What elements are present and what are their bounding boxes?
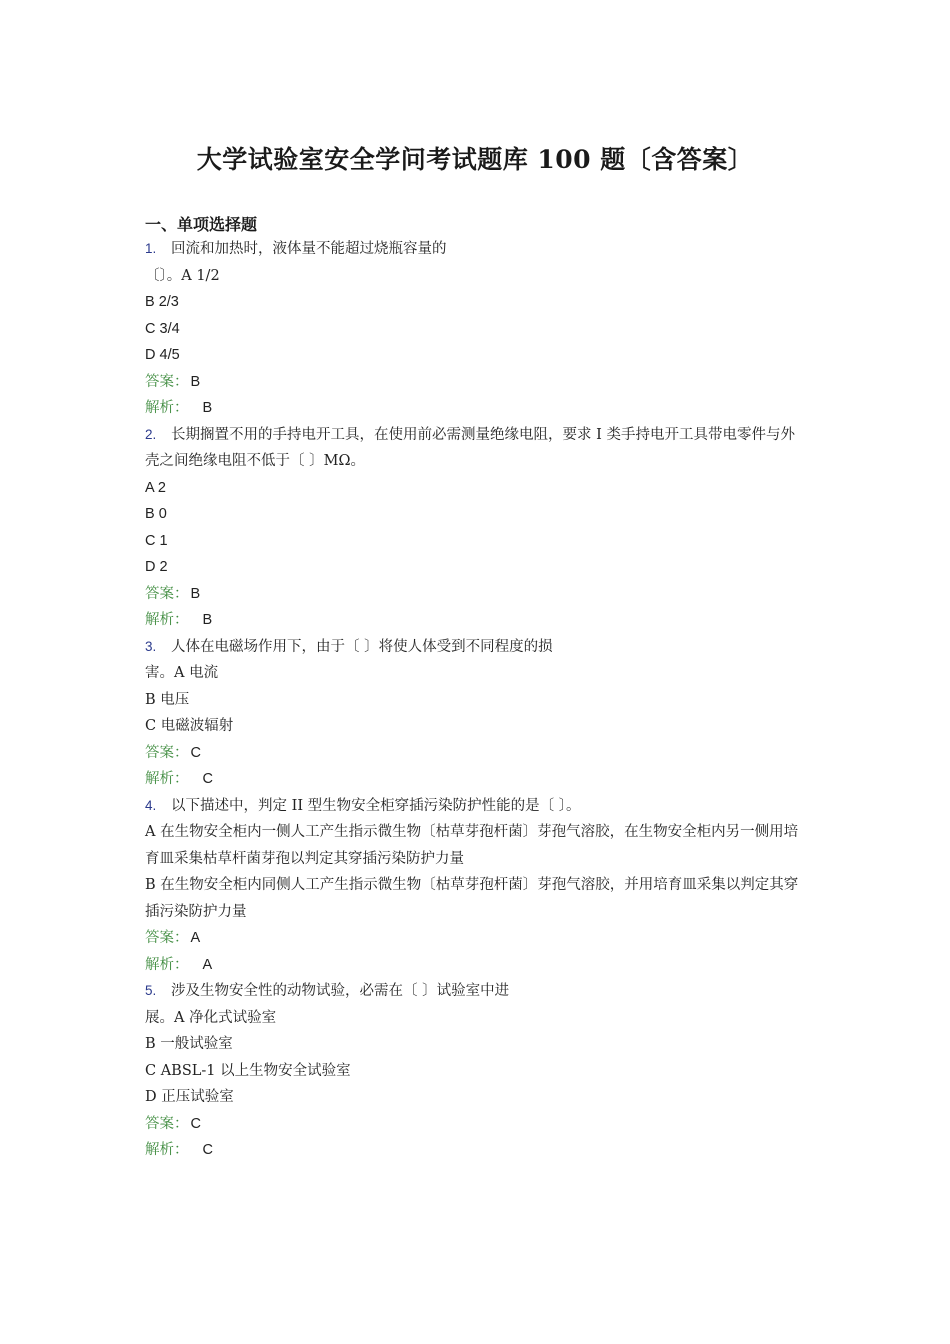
option-d: D 正压试验室 [145, 1089, 234, 1105]
option-c: C 1 [145, 532, 168, 549]
question-list [145, 236, 805, 1164]
question-4 [145, 793, 805, 979]
question-2 [145, 422, 805, 634]
question-5 [145, 978, 805, 1164]
analysis-value: C [202, 771, 213, 787]
question-stem-continued: 展。A 净化式试验室 [145, 1009, 277, 1026]
question-stem: 涉及生物安全性的动物试验，必需在〔 〕试验室中进 [171, 983, 510, 999]
question-number: 4. [145, 797, 157, 813]
option-b: B 电压 [145, 691, 190, 708]
answer-value: B [190, 585, 201, 602]
answer-label: 答案： [145, 1115, 189, 1132]
analysis-value: C [202, 1142, 213, 1158]
question-1 [145, 236, 805, 422]
question-3 [145, 634, 805, 793]
answer-label: 答案： [145, 930, 189, 946]
document-title: 大学试验室安全学问考试题库 100 题〔含答案〕 [196, 145, 754, 174]
option-d: D 2 [145, 559, 168, 575]
question-number: 5. [145, 983, 157, 998]
answer-value: B [190, 373, 201, 390]
option-b: B 0 [145, 506, 167, 522]
question-stem: 回流和加热时，液体量不能超过烧瓶容量的 [171, 241, 447, 257]
analysis-label: 解析： [145, 612, 189, 628]
option-a: A 在生物安全柜内一侧人工产生指示微生物〔枯草芽孢杆菌〕芽孢气溶胶，在生物安全柜内另一侧用培育皿采集枯草杆菌芽孢以判定其穿插污染防护力量 [145, 824, 799, 867]
question-number: 1. [145, 241, 157, 256]
analysis-label: 解析： [145, 1142, 189, 1158]
option-c: C 3/4 [145, 320, 180, 337]
option-c: C ABSL-1 以上生物安全试验室 [145, 1062, 351, 1079]
answer-value: C [190, 744, 201, 761]
analysis-label: 解析： [145, 956, 189, 973]
answer-value: A [190, 930, 201, 946]
section-heading: 一、单项选择题 [145, 215, 258, 234]
option-b: B 一般试验室 [145, 1036, 233, 1052]
analysis-value: B [202, 612, 213, 628]
answer-label: 答案： [145, 744, 189, 761]
analysis-label: 解析： [145, 771, 189, 787]
question-number: 3. [145, 638, 157, 654]
analysis-value: A [202, 956, 213, 973]
question-number: 2. [145, 426, 157, 442]
question-stem-continued: 〔〕。A 1/2 [145, 267, 220, 284]
option-b: B 在生物安全柜内同侧人工产生指示微生物〔枯草芽孢杆菌〕芽孢气溶胶，并用培育皿采集以判定其穿插污染防护力量 [145, 877, 799, 920]
question-stem: 以下描述中，判定 II 型生物安全柜穿插污染防护性能的是〔 〕。 [171, 797, 581, 814]
option-a: A 2 [145, 479, 166, 496]
answer-value: C [190, 1115, 201, 1132]
question-stem: 人体在电磁场作用下，由于〔 〕将使人体受到不同程度的损 [171, 638, 553, 655]
answer-label: 答案： [145, 585, 189, 602]
analysis-label: 解析： [145, 400, 189, 416]
option-d: D 4/5 [145, 347, 180, 363]
option-b: B 2/3 [145, 294, 179, 310]
answer-label: 答案： [145, 373, 189, 390]
option-c: C 电磁波辐射 [145, 718, 234, 734]
analysis-value: B [202, 400, 213, 416]
question-stem-continued: 害。A 电流 [145, 665, 219, 681]
question-stem: 长期搁置不用的手持电开工具，在使用前必需测量绝缘电阻，要求 I 类手持电开工具带电零件与外壳之间绝缘电阻不低于〔 〕MΩ。 [145, 426, 795, 469]
